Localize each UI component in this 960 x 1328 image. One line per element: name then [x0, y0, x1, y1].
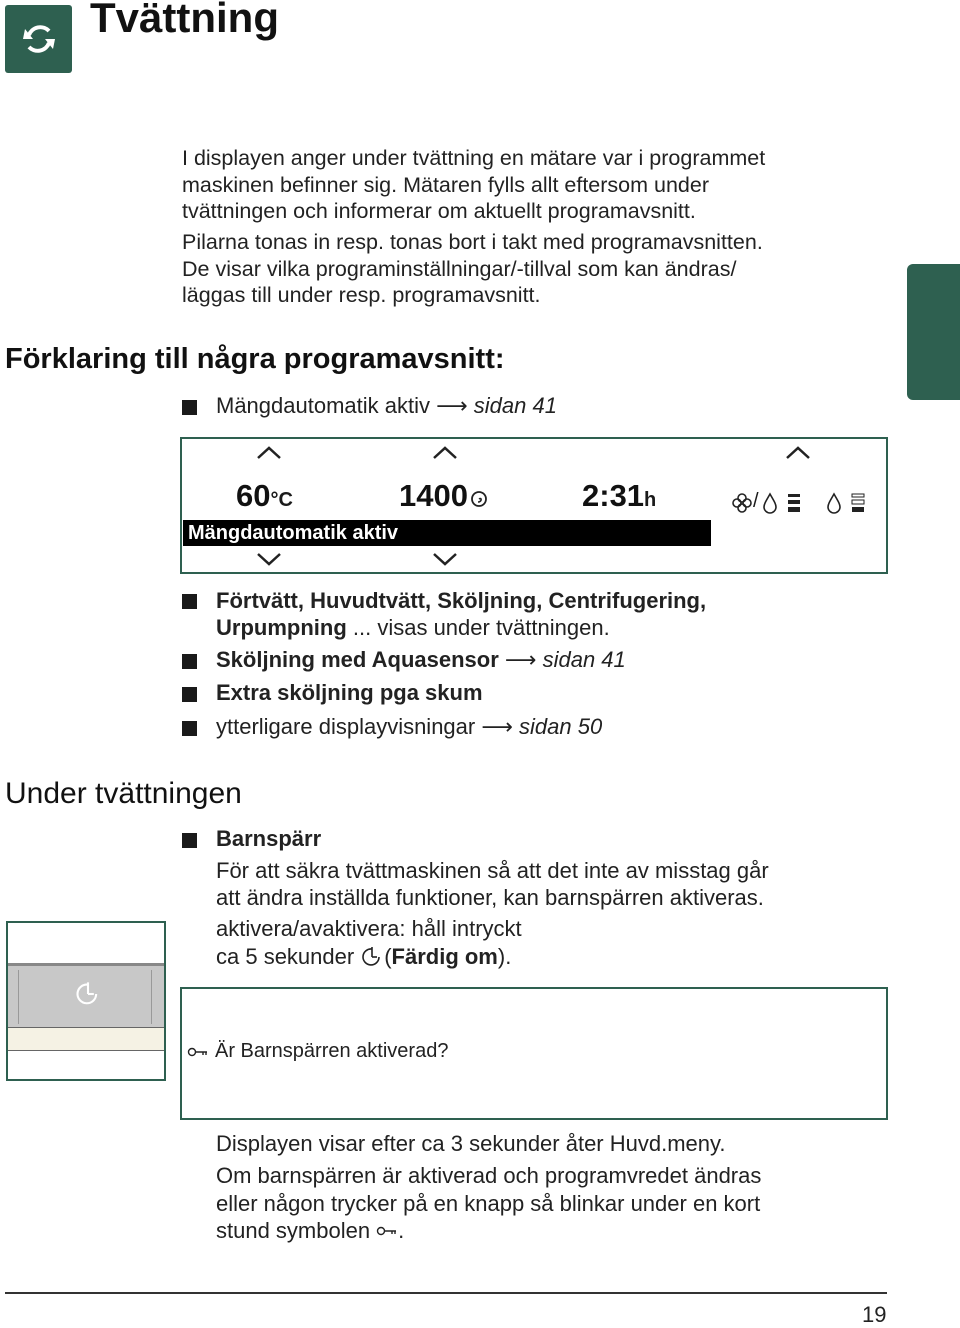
spin-readout: 1400 — [399, 478, 488, 514]
bullet — [182, 721, 197, 736]
level-bars-icon — [851, 492, 865, 514]
bullet — [182, 400, 197, 415]
barnsparr-description: För att säkra tvättmaskinen så att det inte av misstag går att ändra inställda funktioner, kan barnspärren aktiveras. — [216, 858, 769, 910]
footer-divider — [5, 1292, 887, 1294]
prompt-text: Är Barnspärren aktiverad? — [187, 1040, 448, 1063]
list-item: Extra sköljning pga skum — [216, 680, 483, 705]
list-item: Sköljning med Aquasensor ⟶ sidan 41 — [216, 647, 626, 672]
intro-paragraph — [182, 145, 765, 225]
chevron-up-icon — [432, 446, 458, 460]
after-line-1: Displayen visar efter ca 3 sekunder åter Huvd.meny. — [216, 1131, 726, 1156]
flower-icon — [731, 492, 753, 514]
chevron-down-icon — [432, 552, 458, 566]
page-reference: sidan 50 — [519, 714, 603, 739]
intro-line: tvättningen och informerar om aktuellt programavsnitt. — [182, 199, 696, 223]
section-heading: Under tvättningen — [5, 777, 242, 810]
intro-line: Pilarna tonas in resp. tonas bort i takt med programavsnitten. — [182, 230, 763, 254]
list-item: Mängdautomatik aktiv ⟶ sidan 41 — [216, 393, 557, 418]
list-item: ytterligare displayvisningar ⟶ sidan 50 — [216, 714, 603, 739]
intro-line: De visar vilka programinställningar/-tillval som kan ändras/ — [182, 256, 737, 281]
timer-icon — [360, 945, 384, 969]
status-bar: Mängdautomatik aktiv — [183, 520, 711, 546]
page-reference: sidan 41 — [542, 647, 626, 672]
page-title: Tvättning — [90, 0, 279, 41]
barnsparr-title: Barnspärr — [216, 826, 322, 851]
time-readout: 2:31h — [582, 478, 657, 513]
spin-icon — [470, 490, 488, 508]
display-strip — [8, 1027, 164, 1051]
control-panel-illustration — [6, 921, 166, 1081]
drop-icon — [762, 492, 778, 514]
bullet — [182, 687, 197, 702]
intro-paragraph-2 — [182, 229, 763, 309]
level-bars-icon — [787, 492, 801, 514]
side-tab — [907, 264, 960, 400]
chevron-down-icon — [256, 552, 282, 566]
section-heading: Förklaring till några programavsnitt: — [5, 343, 505, 375]
arrow-icon: ⟶ — [481, 714, 513, 739]
temperature-readout: 60°C — [236, 478, 293, 513]
key-icon — [376, 1225, 398, 1237]
button-strip — [8, 963, 164, 1027]
page-reference: sidan 41 — [473, 393, 557, 418]
section-logo — [5, 5, 72, 73]
bullet — [182, 833, 197, 848]
bullet — [182, 594, 197, 609]
rotate-arrows-icon — [19, 19, 59, 59]
bullet — [182, 654, 197, 669]
chevron-up-icon — [256, 446, 282, 460]
page-number: 19 — [862, 1302, 887, 1327]
list-item: Förtvätt, Huvudtvätt, Sköljning, Centrifugering, Urpumpning ... visas under tvättningen. — [216, 588, 707, 640]
intro-line: maskinen befinner sig. Mätaren fylls allt eftersom under — [182, 172, 709, 197]
timer-icon[interactable] — [74, 980, 102, 1008]
drop-icon — [826, 492, 842, 514]
intro-line: I displayen anger under tvättning en mätare var i programmet — [182, 146, 766, 170]
intro-line: läggas till under resp. programavsnitt. — [182, 283, 541, 307]
slash: / — [753, 490, 759, 512]
chevron-up-icon — [785, 446, 811, 460]
key-icon — [187, 1046, 209, 1058]
arrow-icon: ⟶ — [436, 393, 468, 418]
after-paragraph: Om barnspärren är aktiverad och programvredet ändras eller någon trycker på en knapp så blinkar under en kort stund symbolen . — [216, 1163, 762, 1243]
barnsparr-activation: aktivera/avaktivera: håll intryckt ca 5 sekunder ( Färdig om ). — [216, 916, 522, 969]
arrow-icon: ⟶ — [504, 647, 537, 672]
